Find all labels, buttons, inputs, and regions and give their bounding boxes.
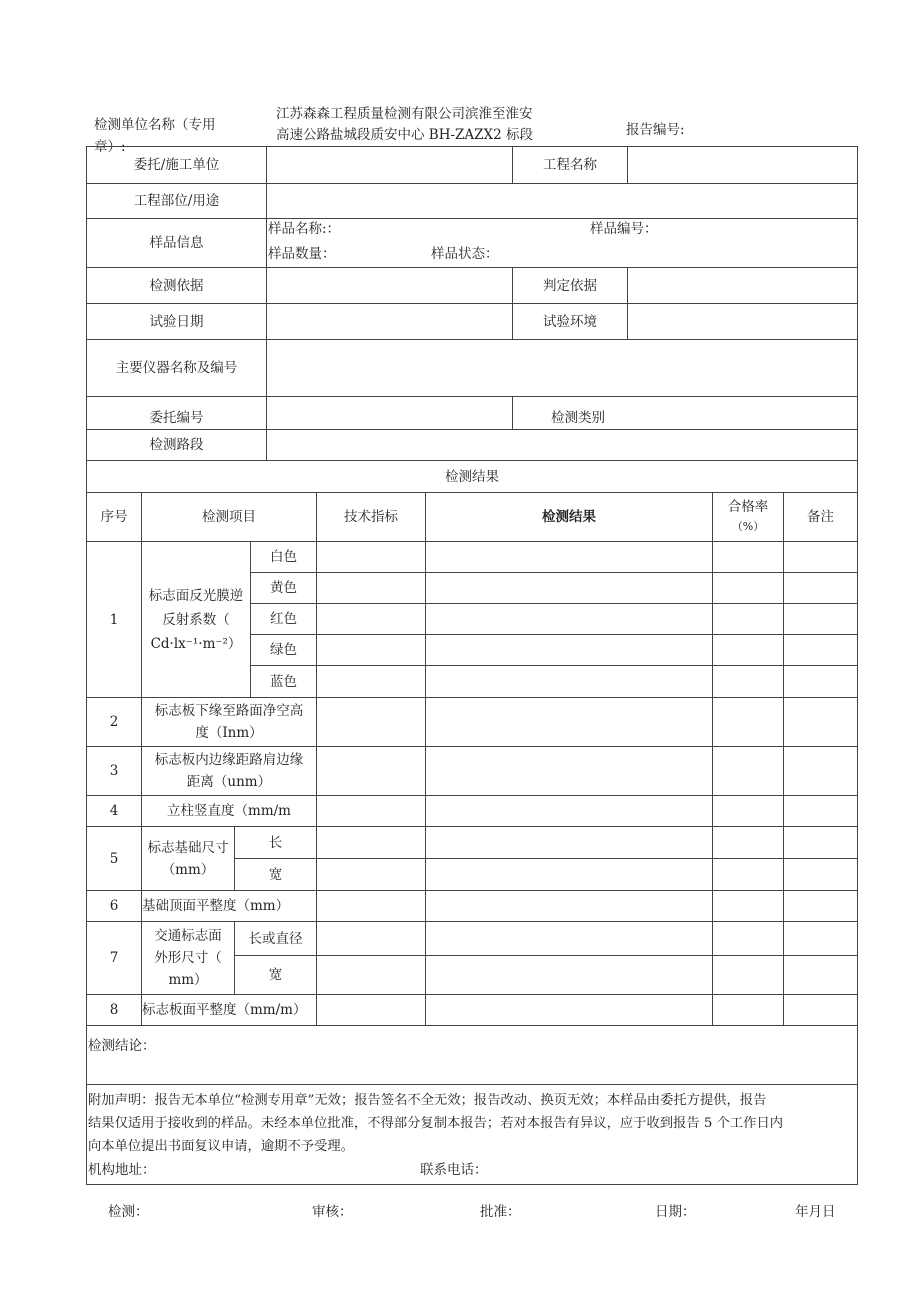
note-line2: 结果仅适用于接收到的样品。未经本单位批准，不得部分复制本报告；若对本报告有异议，应于收到报告 5 个工作日内 xyxy=(88,1116,784,1131)
report-number-label: 报告编号: xyxy=(626,122,685,138)
address-label: 机构地址： xyxy=(88,1162,156,1178)
row5-item xyxy=(142,827,234,890)
col-result-header: 检测结果 xyxy=(542,509,596,525)
row7-seq: 7 xyxy=(109,950,119,966)
sample-info-label: 样品信息 xyxy=(149,235,204,251)
row8-item: 标志板面平整度（mm/m） xyxy=(142,1002,307,1018)
pass-rate-unit: （%） xyxy=(731,520,765,533)
col-spec-header: 技术指标 xyxy=(344,509,398,525)
tester-label: 检测： xyxy=(108,1204,149,1220)
row4-item: 立柱竖直度（mm/m xyxy=(167,803,291,819)
reviewer-label: 审核： xyxy=(312,1204,353,1220)
project-name-label: 工程名称 xyxy=(543,157,597,173)
row2-item-line1: 标志板下缘至路面净空高 xyxy=(154,703,304,719)
sample-name-label: 样品名称:： xyxy=(268,221,341,237)
judge-basis-label: 判定依据 xyxy=(543,277,597,294)
results-title: 检测结果 xyxy=(445,468,499,485)
unit-name-label-cont: 章）: xyxy=(94,139,126,155)
row7-item xyxy=(142,922,234,994)
col-seq-header: 序号 xyxy=(100,509,128,525)
ymd-label: 年月日 xyxy=(795,1204,836,1220)
part-use-label: 工程部位/用途 xyxy=(133,193,220,209)
color-red: 红色 xyxy=(270,611,297,627)
commission-no-label: 委托编号 xyxy=(149,410,204,426)
row3-item-line1: 标志板内边缘距路肩边缘 xyxy=(154,752,304,768)
row2-item-line2: 度（Inm） xyxy=(195,725,263,741)
col-remark-header: 备注 xyxy=(807,509,834,525)
approver-label: 批准： xyxy=(480,1204,521,1220)
note-line3: 向本单位提出书面复议申请，逾期不予受理。 xyxy=(88,1139,354,1154)
date-label: 日期： xyxy=(655,1204,696,1220)
note-line1: 附加声明：报告无本单位“检测专用章”无效；报告签名不全无效；报告改动、换页无效；本样品由委托方提供，报告 xyxy=(88,1093,767,1108)
basis-label: 检测依据 xyxy=(149,277,204,294)
conclusion-label: 检测结论： xyxy=(88,1038,156,1054)
row7-length-diameter: 长或直径 xyxy=(248,930,303,947)
instruments-label: 主要仪器名称及编号 xyxy=(115,360,238,376)
sample-no-label: 样品编号： xyxy=(590,221,658,237)
row2-item xyxy=(142,698,316,746)
color-white: 白色 xyxy=(270,549,297,565)
sample-state-label: 样品状态： xyxy=(431,246,499,262)
row8-seq: 8 xyxy=(109,1002,119,1018)
row3-seq: 3 xyxy=(109,763,119,779)
color-green: 绿色 xyxy=(270,642,297,658)
row5-item-line2: （mm） xyxy=(161,861,215,878)
col-pass-rate-header xyxy=(713,493,783,541)
col-item-header: 检测项目 xyxy=(202,509,256,525)
company-name-line2: 高速公路盐城段质安中心 BH-ZAZX2 标段 xyxy=(276,127,534,143)
row5-length: 长 xyxy=(268,834,283,851)
unit-name-label: 检测单位名称（专用 xyxy=(94,117,216,133)
row3-item xyxy=(142,747,316,795)
road-section-label: 检测路段 xyxy=(149,437,204,453)
row2-seq: 2 xyxy=(109,714,119,730)
row6-item: 基础顶面平整度（mm） xyxy=(142,898,290,914)
row1-item-line1: 标志面反光膜逆 xyxy=(148,587,244,604)
row1-item xyxy=(142,542,250,697)
client-label: 委托/施工单位 xyxy=(133,157,220,173)
row1-item-line2: 反射系数（ xyxy=(162,611,230,628)
row5-item-line1: 标志基础尺寸 xyxy=(147,839,229,856)
row3-item-line2: 距离（unm） xyxy=(186,774,272,790)
row6-seq: 6 xyxy=(109,898,119,914)
row1-item-line3: Cd·lx⁻¹·m⁻²） xyxy=(150,635,242,652)
color-yellow: 黄色 xyxy=(270,580,297,596)
row7-item-line2: 外形尺寸（ xyxy=(154,950,222,966)
row1-seq: 1 xyxy=(109,611,119,628)
row4-seq: 4 xyxy=(109,803,119,819)
row5-seq: 5 xyxy=(109,850,119,867)
row7-item-line3: mm） xyxy=(168,972,208,988)
company-name-line1: 江苏森森工程质量检测有限公司滨淮至淮安 xyxy=(276,106,533,122)
test-env-label: 试验环境 xyxy=(543,313,597,330)
row7-item-line1: 交通标志面 xyxy=(154,928,222,944)
sample-qty-label: 样品数量： xyxy=(268,246,336,262)
color-blue: 蓝色 xyxy=(270,673,297,690)
test-date-label: 试验日期 xyxy=(149,313,204,330)
phone-label: 联系电话： xyxy=(420,1162,488,1178)
test-category-label: 检测类别 xyxy=(551,410,605,426)
pass-rate-label: 合格率 xyxy=(727,499,769,515)
row5-width: 宽 xyxy=(268,866,283,883)
row7-width: 宽 xyxy=(268,967,283,983)
